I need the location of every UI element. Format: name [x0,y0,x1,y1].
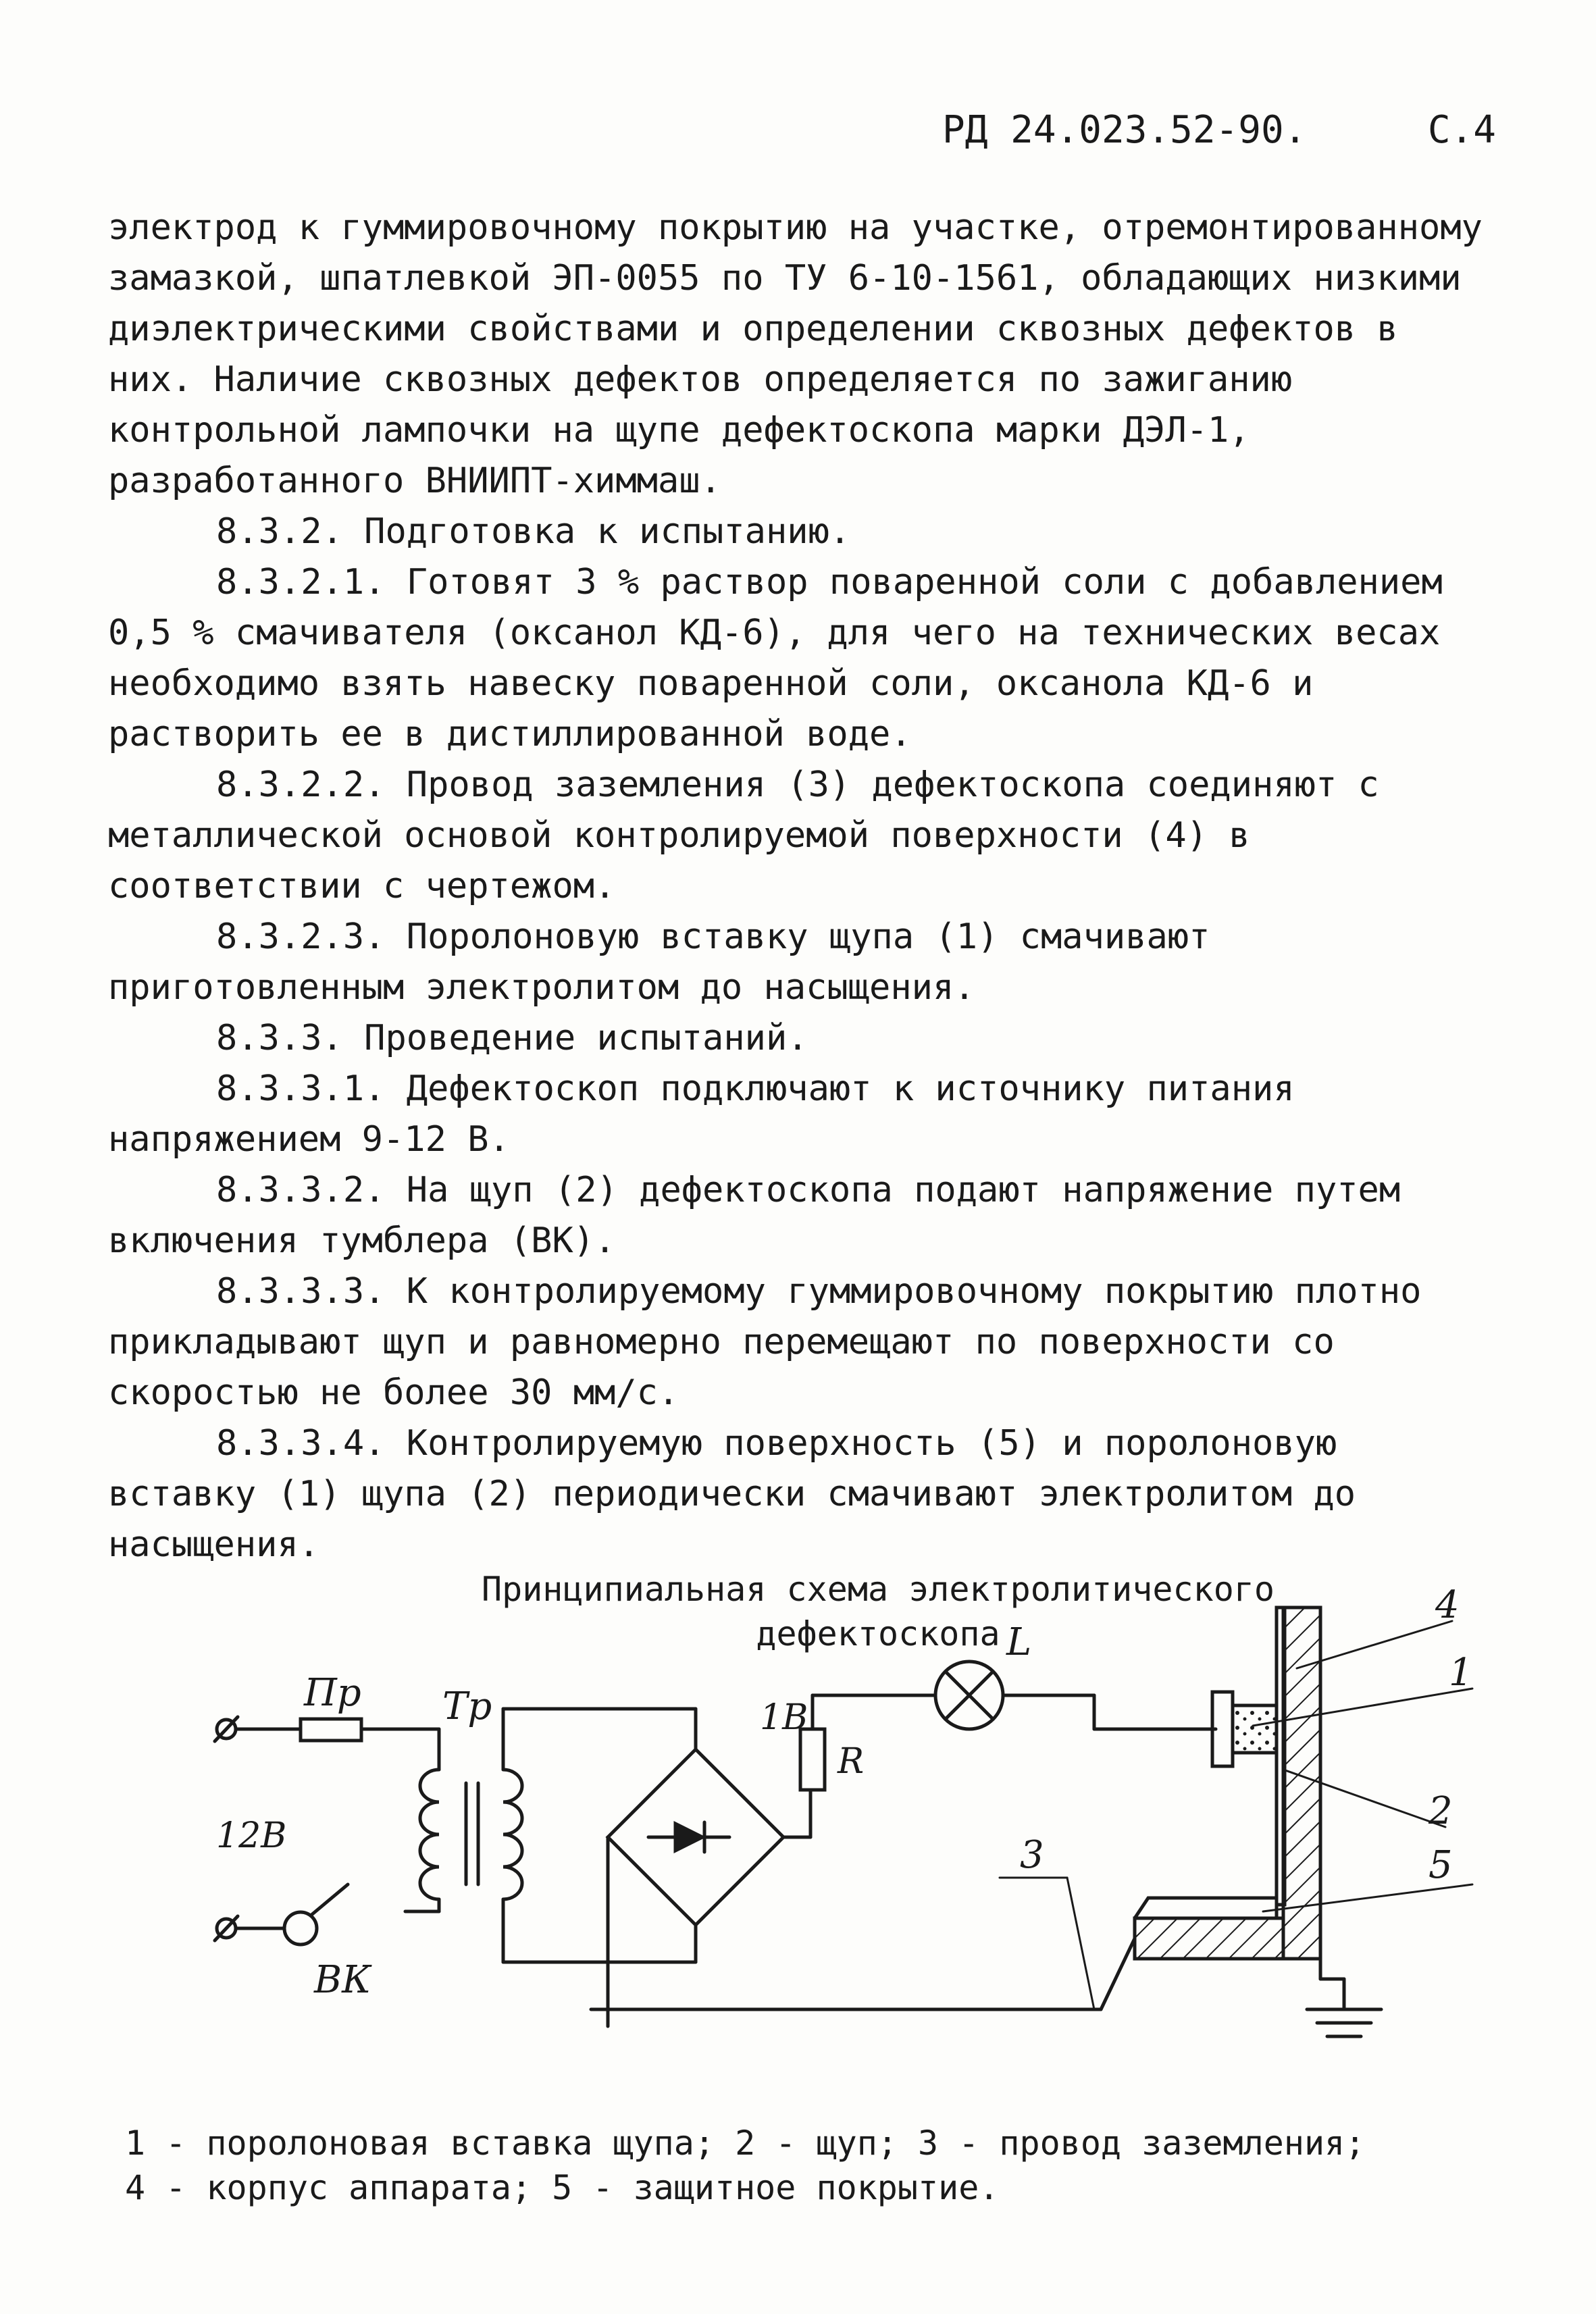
voltage-label: 12В [216,1816,287,1856]
figure-caption-line: Принципиальная схема электролитического [482,1570,1275,1609]
figure-legend [125,2121,1476,2210]
fuse-label: Пр [304,1671,361,1715]
label-4: 4 [1435,1583,1460,1627]
paragraph: 8.3.3.3. К контролируемому гуммировочному покрытию плотно прикладывают щуп и равномерно перемещают по поверхности со скоростью не более 30 мм/с. [108,1271,1443,1413]
input-terminal-bottom [215,1916,238,1940]
transformer-label: Тр [442,1685,492,1728]
circuit-schematic [0,1547,1596,2087]
paragraph: 8.3.2.2. Провод заземления (3) дефектоскопа соединяют с металлической основой контролируемой поверхности (4) в соответствии с чертежом. [108,765,1401,906]
body-text [108,203,1504,1570]
output-voltage-label: 1В [760,1697,808,1738]
page-header [942,108,1496,152]
transformer-primary [420,1770,439,1899]
diode-bridge [608,1749,783,1925]
paragraph: 8.3.3.1. Дефектоскоп подключают к источнику питания напряжением 9-12 В. [108,1069,1316,1160]
paragraph: 8.3.2. Подготовка к испытанию. [216,511,851,552]
document-code: РД 24.023.52-90. [942,108,1307,152]
paragraph: 8.3.3. Проведение испытаний. [216,1018,808,1058]
ground-symbol [1307,1979,1381,2036]
indicator-lamp [935,1662,1003,1729]
label-3: 3 [1020,1833,1044,1877]
paragraph: электрод к гуммировочному покрытию на участке, отремонтированному замазкой, шпатлевкой ЭП-0055 по ТУ 6-10-1561, обладающих низкими диэлектрическими свойствами и определении сквозных дефектов в них. Наличие сквозных дефектов определяется по зажиганию контрольной лампочки на щупе дефектоскопа марки ДЭЛ-1, разработанного ВНИИПТ-химмаш. [108,207,1504,501]
switch-label: ВК [314,1958,371,2002]
transformer-secondary [503,1770,522,1899]
fuse [301,1719,361,1741]
paragraph: 8.3.3.4. Контролируемую поверхность (5) и поролоновую вставку (1) щупа (2) периодически смачивают электролитом до насыщения. [108,1423,1377,1565]
resistor-label: R [838,1741,865,1782]
figure-caption-line: дефектоскопа [756,1614,1000,1653]
label-2: 2 [1428,1789,1453,1833]
page-number: С.4 [1427,108,1496,152]
label-1: 1 [1449,1651,1473,1695]
label-5: 5 [1428,1843,1453,1887]
legend-line: 4 - корпус аппарата; 5 - защитное покрытие. [125,2168,1000,2207]
input-terminal-top [215,1717,238,1741]
lamp-label: L [1006,1620,1032,1664]
apparatus-body [1135,1608,1320,1979]
resistor [800,1729,825,1790]
toggle-switch [284,1884,348,1945]
paragraph: 8.3.2.3. Поролоновую вставку щупа (1) смачивают приготовленным электролитом до насыщения. [108,917,1231,1008]
legend-line: 1 - поролоновая вставка щупа; 2 - щуп; 3 - провод заземления; [125,2124,1366,2163]
paragraph: 8.3.2.1. Готовят 3 % раствор поваренной соли с добавлением 0,5 % смачивателя (оксанол КД-6), для чего на технических весах необходимо взять навеску поваренной соли, оксанола КД-6 и растворить ее в дистиллированной воде. [108,562,1464,754]
probe [1212,1692,1277,1766]
paragraph: 8.3.3.2. На щуп (2) дефектоскопа подают напряжение путем включения тумблера (ВК). [108,1170,1422,1261]
